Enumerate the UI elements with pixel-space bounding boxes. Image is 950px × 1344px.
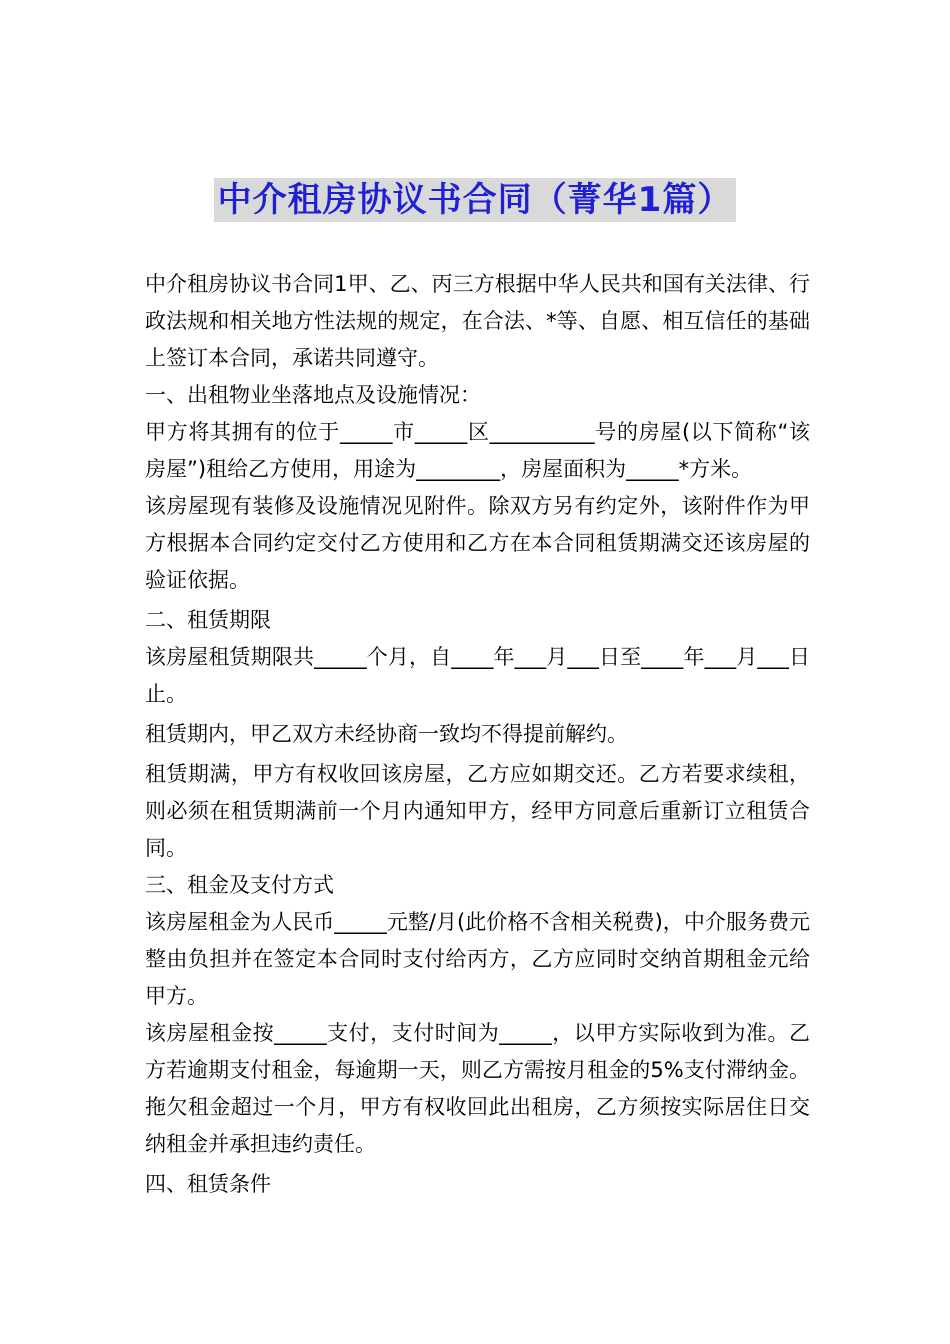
paragraph-facilities: 该房屋现有装修及设施情况见附件。除双方另有约定外，该附件作为甲方根据本合同约定交付乙方使用和乙方在本合同租赁期满交还该房屋的验证依据。 xyxy=(145,494,810,592)
paragraph-rent-payment: 该房屋租金按_____支付，支付时间为_____，以甲方实际收到为准。乙方若逾期支付租金，每逾期一天，则乙方需按月租金的5%支付滞纳金。拖欠租金超过一个月，甲方有权收回此出租房，乙方须按实际居住日交纳租金并承担违约责任。 xyxy=(145,1021,810,1156)
paragraph-lease-expiry: 租赁期满，甲方有权收回该房屋，乙方应如期交还。乙方若要求续租，则必须在租赁期满前一个月内通知甲方，经甲方同意后重新订立租赁合同。 xyxy=(145,762,810,860)
paragraph-property-location: 甲方将其拥有的位于_____市_____区__________号的房屋(以下简称“该房屋”)租给乙方使用，用途为________，房屋面积为_____*方米。 xyxy=(145,420,810,481)
paragraph-rent-amount: 该房屋租金为人民币_____元整/月(此价格不含相关税费)，中介服务费元整由负担并在签定本合同时支付给丙方，乙方应同时交纳首期租金元给甲方。 xyxy=(145,910,810,1008)
section-heading-4: 四、租赁条件 xyxy=(145,1172,271,1196)
section-heading-2: 二、租赁期限 xyxy=(145,608,271,632)
document-title: 中介租房协议书合同（菁华1篇） xyxy=(214,178,737,222)
title-container xyxy=(0,178,950,222)
document-body xyxy=(145,266,810,1203)
section-heading-3: 三、租金及支付方式 xyxy=(145,873,334,897)
paragraph-lease-term: 该房屋租赁期限共_____个月，自____年___月___日至____年___月___日止。 xyxy=(145,645,810,706)
section-heading-1: 一、出租物业坐落地点及设施情况： xyxy=(145,383,481,407)
paragraph-no-early-termination: 租赁期内，甲乙双方未经协商一致均不得提前解约。 xyxy=(145,722,628,746)
paragraph-intro: 中介租房协议书合同1甲、乙、丙三方根据中华人民共和国有关法律、行政法规和相关地方性法规的规定，在合法、*等、自愿、相互信任的基础上签订本合同，承诺共同遵守。 xyxy=(145,272,810,370)
